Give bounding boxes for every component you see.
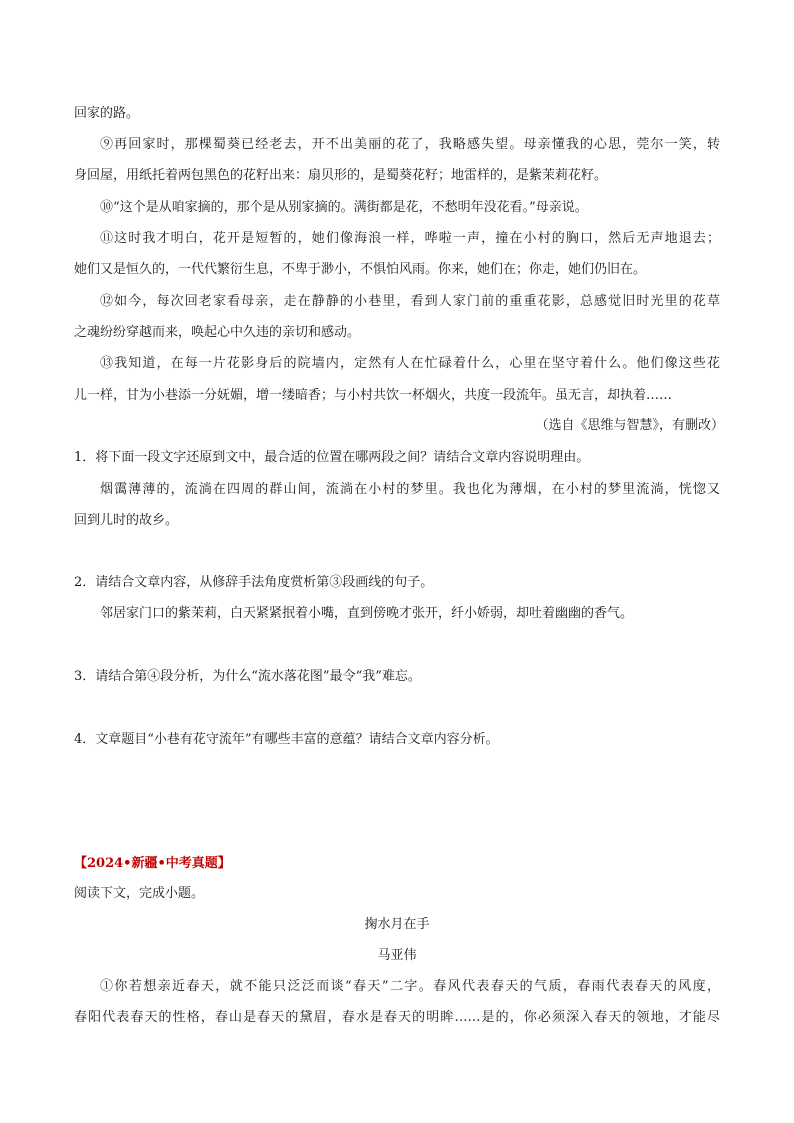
passage-line-8: 之魂纷纷穿越而来，唤起心中久违的亲切和感动。 (74, 325, 361, 340)
question-2-quote: 邻居家门口的紫茉莉，白天紧紧抿着小嘴，直到傍晚才张开，纤小娇弱，却吐着幽幽的香气。 (100, 606, 634, 621)
article-line-1: ①你若想亲近春天，就不能只泛泛而谈“春天”二字。春风代表春天的气质，春雨代表春天的风度， (100, 979, 720, 994)
exam-source-tag: 【2024•新疆•中考真题】 (74, 856, 231, 871)
question-4: 4．文章题目“小巷有花守流年”有哪些丰富的意蕴？请结合文章内容分析。 (74, 732, 499, 747)
reading-instruction: 阅读下文，完成小题。 (74, 886, 205, 901)
passage-line-2: ⑨再回家时，那棵蜀葵已经老去，开不出美丽的花了，我略感失望。母亲懂我的心思，莞尔一笑，转 (100, 137, 720, 152)
passage-line-4: ⑩“这个是从咱家摘的，那个是从别家摘的。满街都是花，不愁明年没花看。”母亲说。 (100, 200, 588, 215)
article-author: 马亚伟 (377, 948, 417, 963)
question-1-quote-line-2: 回到儿时的故乡。 (74, 513, 179, 528)
passage-line-3: 身回屋，用纸托着两包黑色的花籽出来：扇贝形的，是蜀葵花籽；地雷样的，是紫茉莉花籽。 (74, 168, 608, 183)
passage-line-1: 回家的路。 (74, 106, 140, 121)
passage-line-6: 她们又是恒久的，一代代繁衍生息，不卑于渺小，不惧怕风雨。你来，她们在；你走，她们仍旧在。 (74, 262, 647, 277)
article-line-2: 春阳代表春天的性格，春山是春天的黛眉，春水是春天的明眸……是的，你必须深入春天的领地，才能尽 (74, 1010, 720, 1025)
question-1-quote-line-1: 烟霭薄薄的，流淌在四周的群山间，流淌在小村的梦里。我也化为薄烟，在小村的梦里流淌，恍惚又 (100, 482, 720, 497)
passage-line-10: 儿一样，甘为小巷添一分妩媚，增一缕暗香；与小村共饮一杯烟火，共度一段流年。虽无言，却执着…… (74, 388, 673, 403)
question-1: 1．将下面一段文字还原到文中，最合适的位置在哪两段之间？请结合文章内容说明理由。 (74, 450, 590, 465)
source-citation: （选自《思维与智慧》，有删改） (535, 418, 724, 433)
passage-line-9: ⑬我知道，在每一片花影身后的院墙内，定然有人在忙碌着什么，心里在坚守着什么。他们像这些花 (100, 356, 720, 371)
question-3: 3．请结合第④段分析，为什么“流水落花图”最令“我”难忘。 (74, 669, 421, 684)
passage-line-5: ⑪这时我才明白，花开是短暂的，她们像海浪一样，哗啦一声，撞在小村的胸口，然后无声地退去； (100, 231, 720, 246)
article-title: 掬水月在手 (364, 917, 430, 932)
question-2: 2．请结合文章内容，从修辞手法角度赏析第③段画线的句子。 (74, 575, 434, 590)
passage-line-7: ⑫如今，每次回老家看母亲，走在静静的小巷里，看到人家门前的重重花影，总感觉旧时光里的花草 (100, 294, 720, 309)
